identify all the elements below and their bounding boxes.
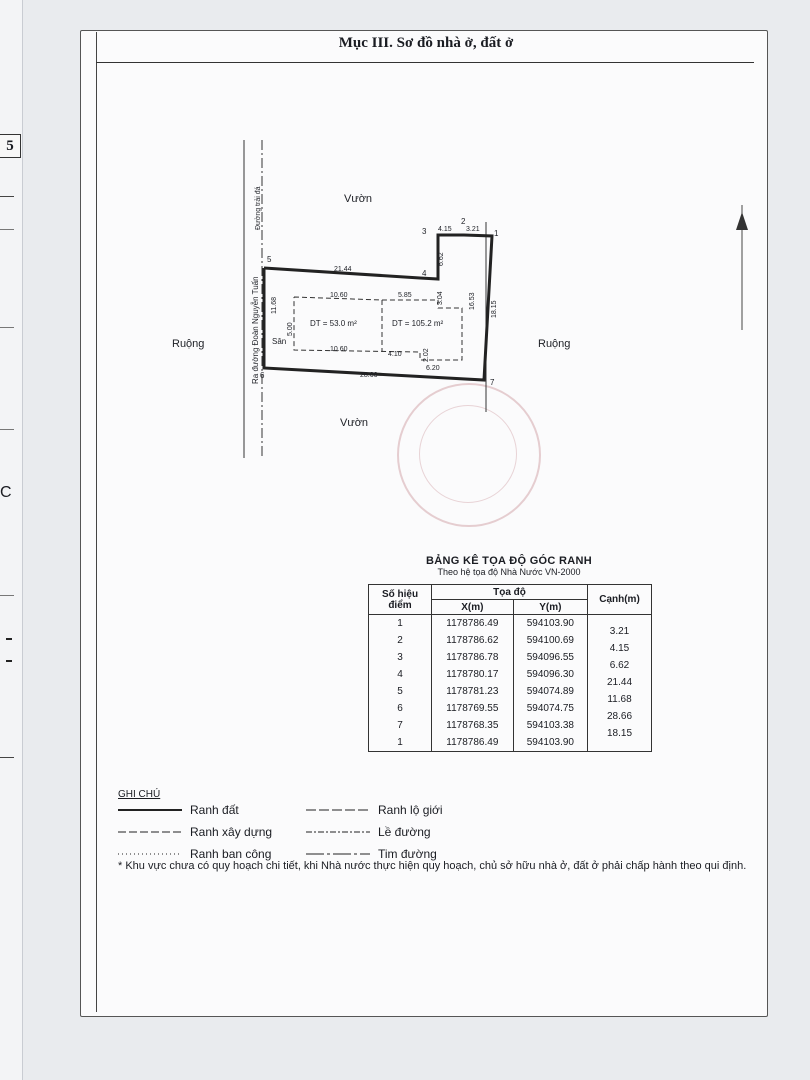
page-title: Mục III. Sơ đồ nhà ở, đất ở: [338, 35, 514, 51]
legend-item-ranh-xay-dung: [118, 825, 272, 839]
center-line-icon: [306, 851, 370, 857]
dimension-label: 11.68: [271, 297, 278, 314]
dimension-label: 6.62: [438, 252, 445, 266]
x-value: 1178768.35: [446, 720, 499, 731]
garden-bottom-label: Vườn: [340, 417, 369, 429]
legend-label: Ranh xây dựng: [190, 825, 273, 839]
y-value: 594096.30: [526, 669, 574, 680]
coordinate-table: [368, 584, 652, 752]
dimension-label: 5.85: [398, 292, 412, 299]
point-value: 5: [397, 686, 403, 697]
edge-value: 3.21: [609, 626, 630, 637]
edge-value: 21.44: [606, 677, 633, 688]
point-label: 2: [461, 217, 466, 226]
dimension-label: 2.02: [423, 348, 430, 362]
y-value: 594103.90: [526, 618, 574, 629]
dimension-label: 16.53: [469, 292, 476, 310]
dotted-line-icon: [118, 851, 182, 857]
edge-cell: [588, 615, 652, 752]
solid-line-icon: [118, 807, 182, 813]
long-dash-line-icon: [306, 807, 370, 813]
dimension-label: 18.15: [491, 300, 498, 318]
previous-page-edge: [0, 0, 23, 1080]
dash-dot-line-icon: [306, 829, 370, 835]
x-value: 1178780.17: [446, 669, 499, 680]
x-value: 1178786.78: [446, 652, 499, 663]
point-label: 1: [494, 229, 499, 238]
point-value: 4: [397, 669, 403, 680]
garden-top-label: Vườn: [344, 193, 373, 205]
dimension-label: 5.00: [287, 322, 294, 336]
dimension-label: 4.10: [388, 351, 402, 358]
dash-mark: [6, 638, 12, 640]
point-value: 2: [397, 635, 403, 646]
point-label: 3: [422, 227, 427, 236]
previous-page-letter: C: [0, 484, 12, 501]
dimension-label: 10.60: [330, 346, 348, 353]
column-header-x: X(m): [432, 600, 514, 615]
road-surface-label: Đường trải đá: [255, 186, 262, 230]
column-header-point: Số hiệu điểm: [369, 585, 432, 615]
point-label: 4: [422, 269, 427, 278]
dimension-label: 3.21: [466, 226, 480, 233]
legend-label: Ranh ban công: [190, 847, 272, 861]
dimension-label: 4.15: [438, 226, 452, 233]
site-plan-diagram: [172, 130, 770, 460]
edge-value: 18.15: [606, 728, 633, 739]
point-value: 6: [397, 703, 403, 714]
table-row: [369, 615, 652, 752]
x-value: 1178786.49: [446, 618, 499, 629]
column-header-coords: Tọa độ: [432, 585, 588, 600]
legend-item-ranh-ban-cong: [118, 847, 271, 861]
edge-value: 4.15: [609, 643, 630, 654]
planning-note: * Khu vực chưa có quy hoạch chi tiết, khi Nhà nước thực hiện quy hoạch, chủ sở hữu nhà ở, đất ở phải chấp hành theo qui định.: [118, 860, 747, 872]
y-value: 594100.69: [526, 635, 574, 646]
legend-label: Ranh đất: [190, 803, 239, 817]
legend-label: Lề đường: [378, 825, 431, 839]
dashed-line-icon: [118, 829, 182, 835]
dimension-label: 6.20: [426, 365, 440, 372]
point-label: 6: [260, 371, 265, 380]
point-value: 1: [397, 618, 403, 629]
column-header-y: Y(m): [513, 600, 587, 615]
yard-label: Sân: [272, 337, 287, 346]
field-left-label: Ruộng: [172, 338, 205, 350]
x-value: 1178769.55: [446, 703, 499, 714]
legend-label: Tim đường: [378, 847, 437, 861]
previous-page-table: [0, 196, 14, 758]
edge-value: 28.66: [606, 711, 633, 722]
y-value: 594096.55: [526, 652, 574, 663]
edge-value: 11.68: [607, 694, 632, 705]
x-cell: [432, 615, 514, 752]
field-right-label: Ruộng: [538, 338, 571, 350]
y-value: 594074.75: [526, 703, 574, 714]
point-value: 3: [397, 652, 403, 663]
point-label: 5: [267, 255, 272, 264]
column-header-edge: Cạnh(m): [588, 585, 652, 615]
dimension-label: 21.44: [334, 266, 352, 273]
legend-item-ranh-dat: [118, 803, 239, 817]
title-divider: [96, 62, 754, 63]
dimension-label: 10.60: [330, 292, 348, 299]
y-value: 594074.89: [526, 686, 574, 697]
area-2-label: DT = 105.2 m²: [392, 319, 444, 328]
legend-item-ranh-lo-gioi: [306, 803, 443, 817]
point-value: 1: [397, 737, 403, 748]
x-value: 1178781.23: [446, 686, 499, 697]
legend-item-le-duong: [306, 825, 431, 839]
dimension-label: 28.66: [360, 372, 378, 379]
road-label: Ra đường Đoàn Nguyễn Tuấn: [251, 276, 260, 384]
x-value: 1178786.49: [446, 737, 499, 748]
area-1-label: DT = 53.0 m²: [310, 319, 357, 328]
previous-page-number: 5: [0, 134, 21, 158]
point-cell: [369, 615, 432, 752]
y-value: 594103.38: [526, 720, 574, 731]
building-outline: [294, 297, 462, 360]
legend-title: GHI CHÚ: [118, 789, 161, 800]
coordinate-table-header: [368, 555, 650, 577]
legend-item-tim-duong: [306, 847, 437, 861]
north-arrow-icon: [736, 212, 748, 230]
dash-mark: [6, 660, 12, 662]
point-label: 7: [490, 378, 495, 387]
point-value: 7: [397, 720, 403, 731]
edge-value: 6.62: [609, 660, 630, 671]
x-value: 1178786.62: [446, 635, 499, 646]
y-value: 594103.90: [526, 737, 574, 748]
y-cell: [513, 615, 587, 752]
legend-label: Ranh lộ giới: [378, 803, 443, 817]
dimension-label: 3.04: [437, 291, 444, 305]
coordinate-table-subtitle: Theo hệ tọa độ Nhà Nước VN-2000: [437, 567, 581, 577]
coordinate-table-title: BẢNG KÊ TỌA ĐỘ GÓC RANH: [426, 555, 592, 567]
